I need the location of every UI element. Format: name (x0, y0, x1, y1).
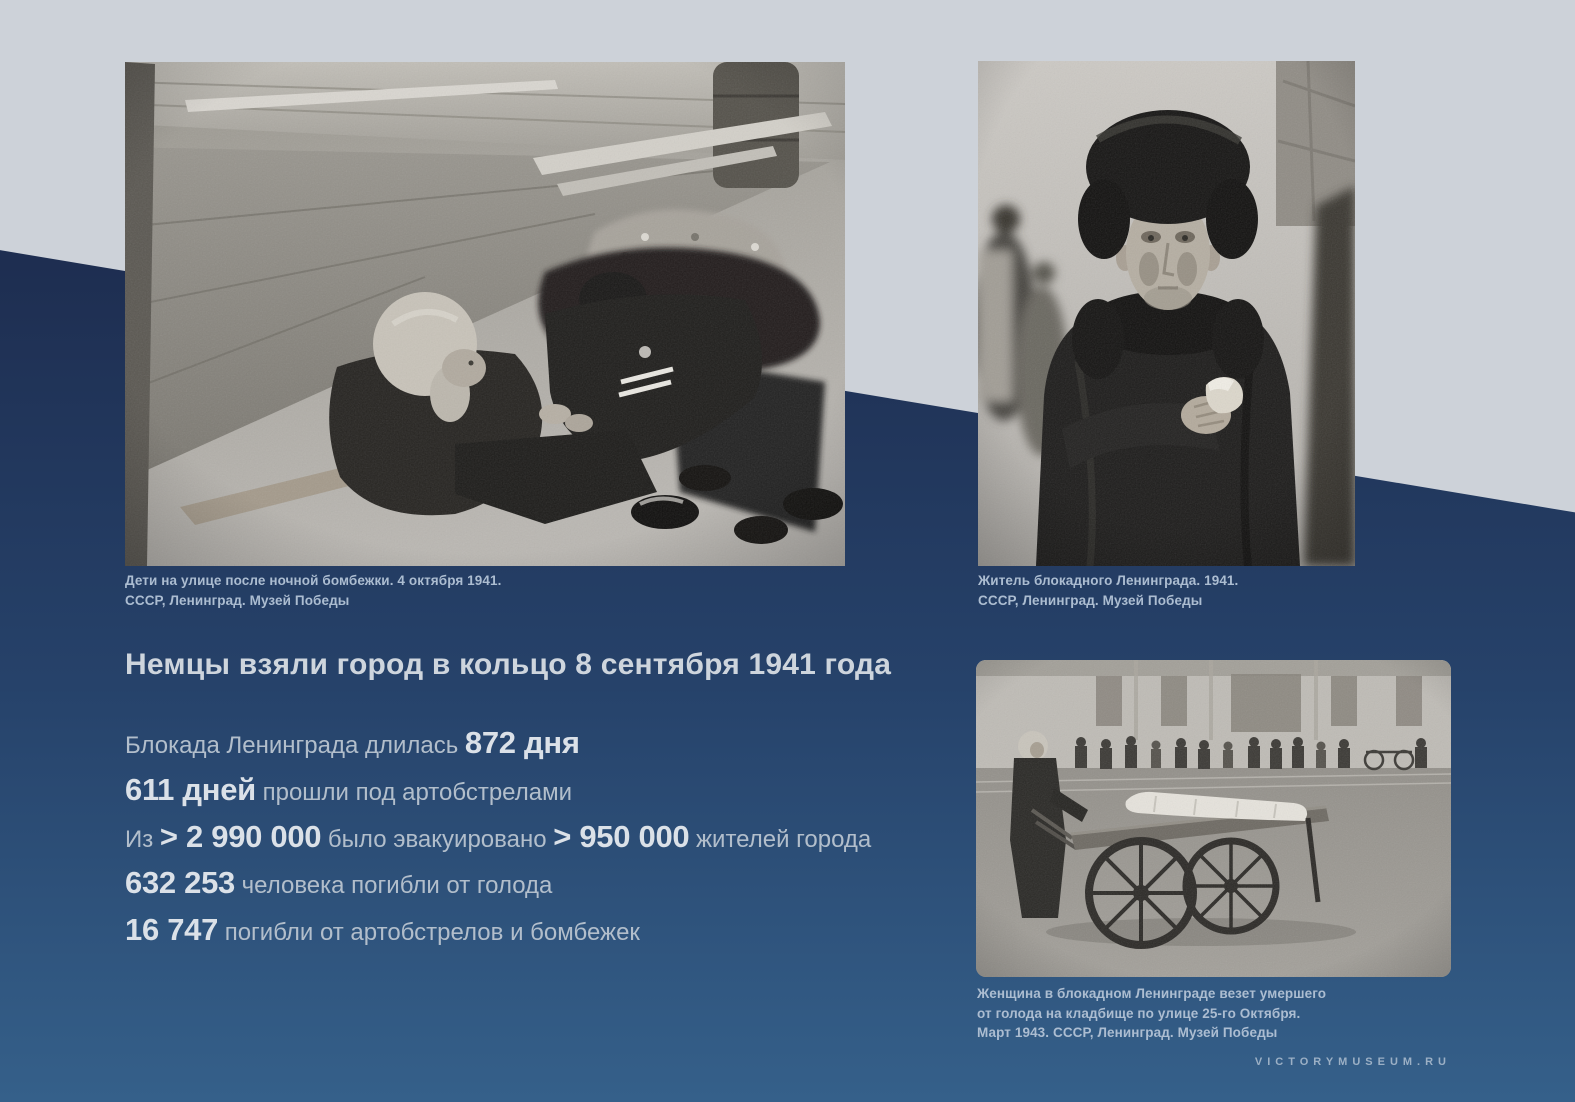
stat-text: Из (125, 825, 160, 853)
stat-text: человека погибли от голода (234, 872, 553, 900)
caption-line: Дети на улице после ночной бомбежки. 4 октября 1941. (125, 573, 502, 588)
stat-text: Блокада Ленинграда длилась (125, 732, 465, 759)
photo-cart-illustration (976, 660, 1451, 977)
photo-children-illustration (125, 62, 845, 566)
caption-line: Житель блокадного Ленинграда. 1941. (978, 573, 1239, 588)
photo-leningrad-resident (978, 61, 1355, 566)
caption-photo-cart (977, 984, 1326, 1043)
stat-shelling-deaths (125, 908, 871, 955)
caption-line: СССР, Ленинград. Музей Победы (125, 592, 350, 608)
stat-number: 872 дня (464, 725, 580, 760)
statistics-block (125, 721, 871, 955)
stat-number: 632 253 (125, 865, 235, 901)
photo-resident-illustration (978, 61, 1355, 566)
stat-evacuation (125, 815, 871, 862)
caption-photo-children (125, 571, 501, 610)
caption-line: Март 1943. СССР, Ленинград. Музей Победы (977, 1025, 1278, 1040)
caption-photo-resident (978, 571, 1238, 610)
page-title: Немцы взяли город в кольцо 8 сентября 1941 года (125, 648, 892, 681)
caption-line: Женщина в блокадном Ленинграде везет умершего (977, 986, 1327, 1001)
caption-line: СССР, Ленинград. Музей Победы (978, 592, 1203, 608)
stat-blockade-duration (125, 721, 871, 768)
stat-number: 16 747 (125, 912, 219, 948)
stat-number: > 950 000 (553, 818, 690, 854)
stat-text: было эвакуировано (321, 825, 554, 853)
photo-woman-with-cart (976, 660, 1451, 977)
photo-children-after-bombing (125, 62, 845, 566)
stat-number: 611 дней (125, 771, 256, 807)
stat-text: погибли от артобстрелов и бомбежек (218, 919, 640, 947)
stat-starvation-deaths (125, 861, 871, 908)
stat-shelling-days (125, 768, 871, 815)
caption-line: от голода на кладбище по улице 25-го Октября. (977, 1005, 1301, 1021)
stat-text: жителей города (689, 825, 872, 853)
victorymuseum-watermark: VICTORYMUSEUM.RU (1254, 1056, 1451, 1068)
stat-number: > 2 990 000 (159, 818, 322, 854)
stat-text: прошли под артобстрелами (255, 778, 572, 806)
